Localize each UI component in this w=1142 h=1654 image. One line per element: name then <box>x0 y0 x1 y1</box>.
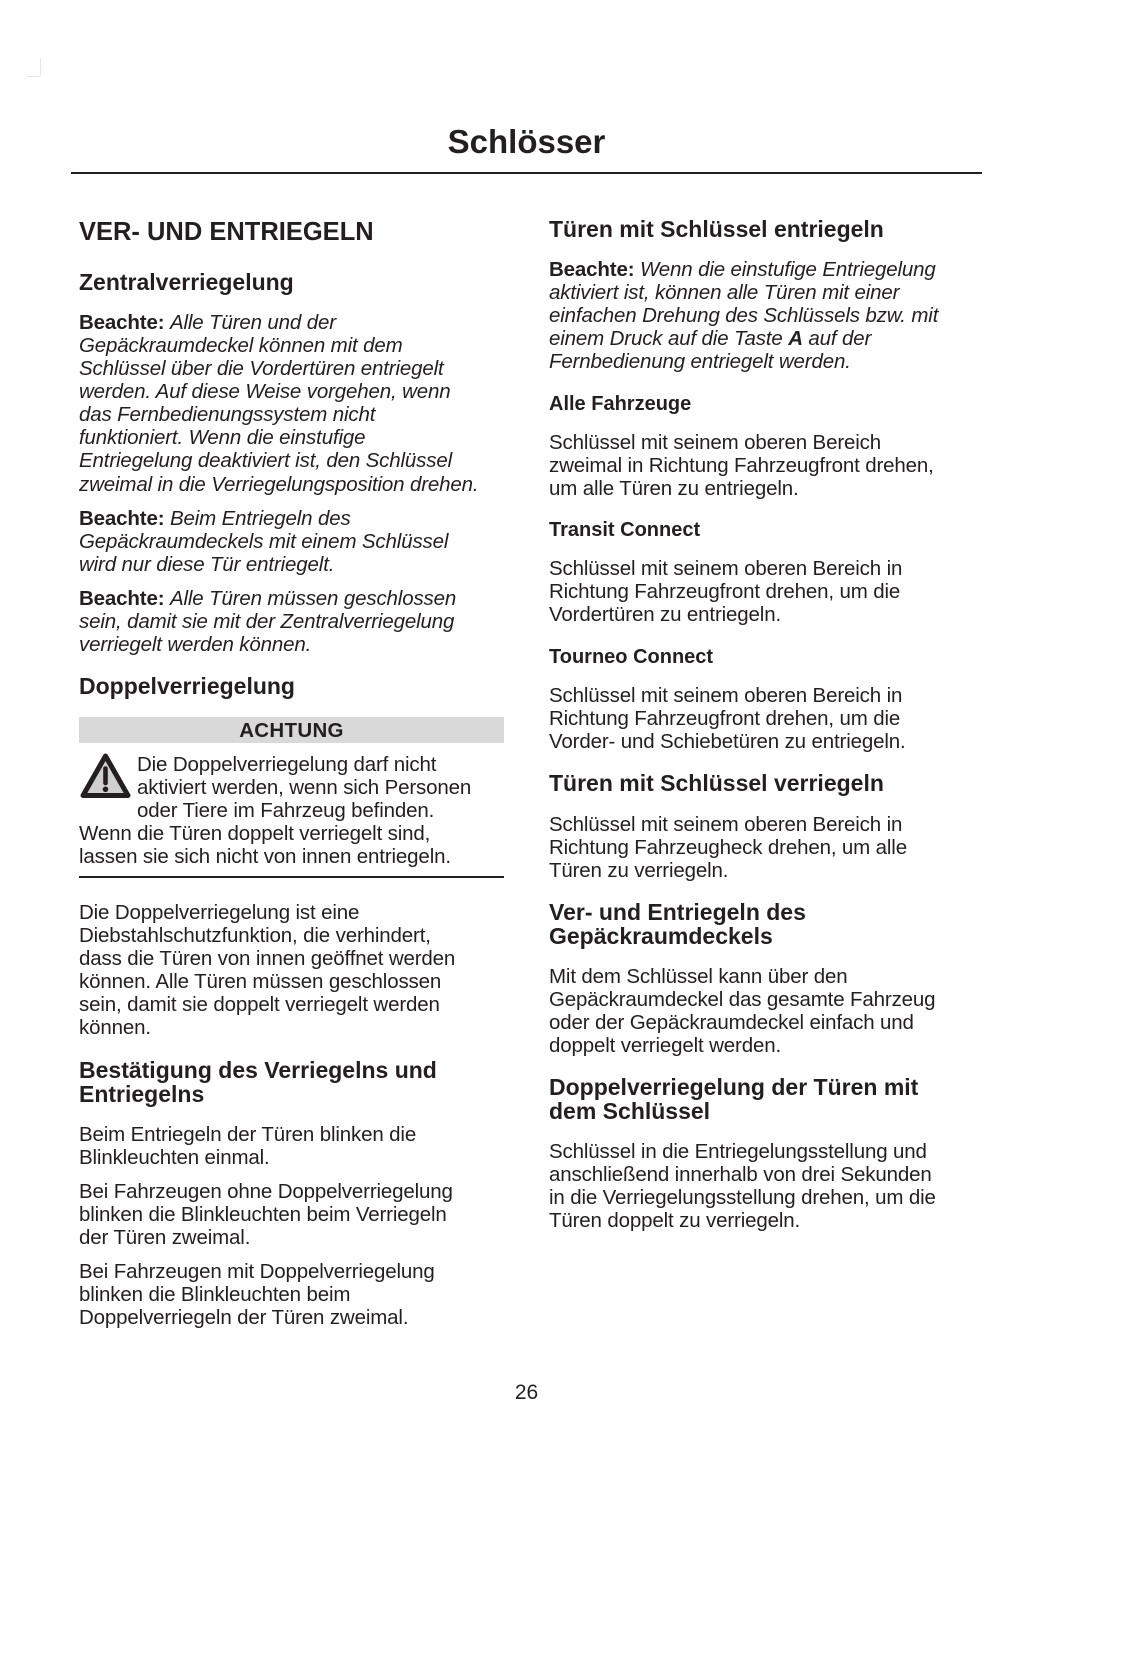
warning-line: oder Tiere im Fahrzeug befinden. <box>137 798 435 822</box>
heading-line: Entriegelns <box>79 1081 205 1107</box>
text-line: anschließend innerhalb von drei Sekunden <box>549 1162 932 1186</box>
text-line: Richtung Fahrzeugfront drehen, um die <box>549 579 901 603</box>
entriegeln-note <box>549 258 979 374</box>
note-label: Beachte: <box>79 586 165 610</box>
verriegeln-heading: Türen mit Schlüssel verriegeln <box>549 770 884 796</box>
text-line: Schlüssel mit seinem oberen Bereich in <box>549 556 903 580</box>
note-line: werden. Auf diese Weise vorgehen, wenn <box>79 379 451 403</box>
gepaeckraum-heading <box>549 900 979 948</box>
section-heading: VER- UND ENTRIEGELN <box>79 218 374 246</box>
text-line: Die Doppelverriegelung ist eine <box>79 900 360 924</box>
heading-line: Doppelverriegelung der Türen mit <box>549 1074 919 1100</box>
note-line: Entriegelung deaktiviert ist, den Schlüssel <box>79 449 453 473</box>
text-line: dass die Türen von innen geöffnet werden <box>79 946 456 970</box>
text-line: Beim Entriegeln der Türen blinken die <box>79 1122 417 1146</box>
note-line: aktiviert ist, können alle Türen mit einer <box>549 280 900 304</box>
text-line: Richtung Fahrzeugheck drehen, um alle <box>549 835 907 859</box>
text-line: Diebstahlschutzfunktion, die verhindert, <box>79 923 431 947</box>
warning-title-bar: ACHTUNG <box>79 717 504 743</box>
heading-line: Gepäckraumdeckels <box>549 923 773 949</box>
doppel-paragraph <box>79 901 504 1040</box>
text-line: zweimal in Richtung Fahrzeugfront drehen, <box>549 453 934 477</box>
note-text: Beim Entriegeln des <box>169 506 351 530</box>
text-line: Schlüssel in die Entriegelungsstellung und <box>549 1139 927 1163</box>
crop-mark-vertical <box>40 58 41 76</box>
note-line: funktioniert. Wenn die einstufige <box>79 426 366 450</box>
zentral-note-2 <box>79 507 504 576</box>
doppel-schluessel-paragraph <box>549 1140 979 1233</box>
text-line: blinken die Blinkleuchten beim <box>79 1282 351 1306</box>
bestaetigung-heading <box>79 1058 504 1106</box>
bestaetigung-paragraph-3 <box>79 1260 504 1329</box>
heading-line: Ver- und Entriegeln des <box>549 899 806 925</box>
text-line: Vorder- und Schiebetüren zu entriegeln. <box>549 729 906 753</box>
note-line <box>549 327 979 350</box>
warning-line: Die Doppelverriegelung darf nicht <box>137 752 437 776</box>
note-line: Schlüssel über die Vordertüren entriegelt <box>79 356 444 380</box>
text-line: Mit dem Schlüssel kann über den <box>549 964 848 988</box>
note-label: Beachte: <box>79 310 165 334</box>
warning-text <box>79 753 504 869</box>
text-line: Bei Fahrzeugen ohne Doppelverriegelung <box>79 1179 453 1203</box>
text-line: Türen zu verriegeln. <box>549 858 729 882</box>
text-line: Türen doppelt zu verriegeln. <box>549 1208 801 1232</box>
heading-line: dem Schlüssel <box>549 1098 711 1124</box>
note-line: verriegelt werden können. <box>79 632 312 656</box>
note-line: einfachen Drehung des Schlüssels bzw. mit <box>549 303 939 327</box>
text-line: können. Alle Türen müssen geschlossen <box>79 969 442 993</box>
text-line: oder der Gepäckraumdeckel einfach und <box>549 1010 914 1034</box>
key-label: A <box>788 326 803 350</box>
text-line: Vordertüren zu entriegeln. <box>549 602 782 626</box>
note-text: auf der <box>802 326 872 350</box>
text-line: Schlüssel mit seinem oberen Bereich in <box>549 812 903 836</box>
warning-line: lassen sie sich nicht von innen entriegeln. <box>79 845 451 869</box>
vehicle-paragraph-transit <box>549 557 979 626</box>
text-line: Richtung Fahrzeugfront drehen, um die <box>549 706 901 730</box>
bestaetigung-paragraph-1 <box>79 1123 504 1169</box>
note-text: Wenn die einstufige Entriegelung <box>639 257 936 281</box>
vehicle-heading-tourneo: Tourneo Connect <box>549 646 714 668</box>
vehicle-paragraph-tourneo <box>549 684 979 753</box>
note-text: einem Druck auf die Taste <box>549 326 789 350</box>
note-line: Gepäckraumdeckels mit einem Schlüssel <box>79 529 449 553</box>
zentral-note-3 <box>79 587 504 656</box>
verriegeln-paragraph <box>549 813 979 882</box>
note-text: Alle Türen und der <box>169 310 336 334</box>
note-line: Gepäckraumdeckel können mit dem <box>79 333 403 357</box>
doppel-schluessel-heading <box>549 1075 979 1123</box>
note-line: zweimal in die Verriegelungsposition drehen. <box>79 472 479 496</box>
title-divider <box>71 172 982 174</box>
text-line: doppelt verriegelt werden. <box>549 1033 781 1057</box>
text-line: Schlüssel mit seinem oberen Bereich in <box>549 683 903 707</box>
bestaetigung-paragraph-2 <box>79 1180 504 1249</box>
text-line: sein, damit sie doppelt verriegelt werden <box>79 993 440 1017</box>
text-line: Schlüssel mit seinem oberen Bereich <box>549 430 882 454</box>
vehicle-heading-transit: Transit Connect <box>549 519 701 541</box>
text-line: blinken die Blinkleuchten beim Verriegeln <box>79 1202 447 1226</box>
note-line <box>79 587 504 610</box>
note-line <box>79 311 504 334</box>
note-label: Beachte: <box>79 506 165 530</box>
warning-line: aktiviert werden, wenn sich Personen <box>137 775 472 799</box>
crop-mark-horizontal <box>27 76 40 77</box>
note-text: Alle Türen müssen geschlossen <box>169 586 457 610</box>
note-line <box>79 507 504 530</box>
note-line: sein, damit sie mit der Zentralverriegelung <box>79 609 455 633</box>
vehicle-paragraph-alle <box>549 431 979 500</box>
text-line: Bei Fahrzeugen mit Doppelverriegelung <box>79 1259 435 1283</box>
heading-line: Bestätigung des Verriegelns und <box>79 1057 437 1083</box>
text-line: können. <box>79 1016 151 1040</box>
text-line: Gepäckraumdeckel das gesamte Fahrzeug <box>549 987 936 1011</box>
zentralverriegelung-heading: Zentralverriegelung <box>79 269 294 295</box>
note-label: Beachte: <box>549 257 635 281</box>
zentral-note-1 <box>79 311 504 496</box>
text-line: um alle Türen zu entriegeln. <box>549 476 799 500</box>
note-line: wird nur diese Tür entriegelt. <box>79 552 335 576</box>
entriegeln-heading: Türen mit Schlüssel entriegeln <box>549 216 884 242</box>
text-line: Blinkleuchten einmal. <box>79 1145 270 1169</box>
page-number: 26 <box>514 1381 539 1404</box>
gepaeckraum-paragraph <box>549 965 979 1058</box>
note-line: das Fernbedienungssystem nicht <box>79 403 376 427</box>
warning-line: Wenn die Türen doppelt verriegelt sind, <box>79 821 431 845</box>
note-line: Fernbedienung entriegelt werden. <box>549 350 851 374</box>
note-line <box>549 258 979 281</box>
text-line: Doppelverriegeln der Türen zweimal. <box>79 1305 409 1329</box>
text-line: in die Verriegelungsstellung drehen, um die <box>549 1185 936 1209</box>
page-title: Schlösser <box>447 123 606 160</box>
text-line: der Türen zweimal. <box>79 1225 251 1249</box>
doppelverriegelung-heading: Doppelverriegelung <box>79 673 295 699</box>
warning-divider <box>79 876 504 878</box>
vehicle-heading-alle: Alle Fahrzeuge <box>549 393 692 415</box>
